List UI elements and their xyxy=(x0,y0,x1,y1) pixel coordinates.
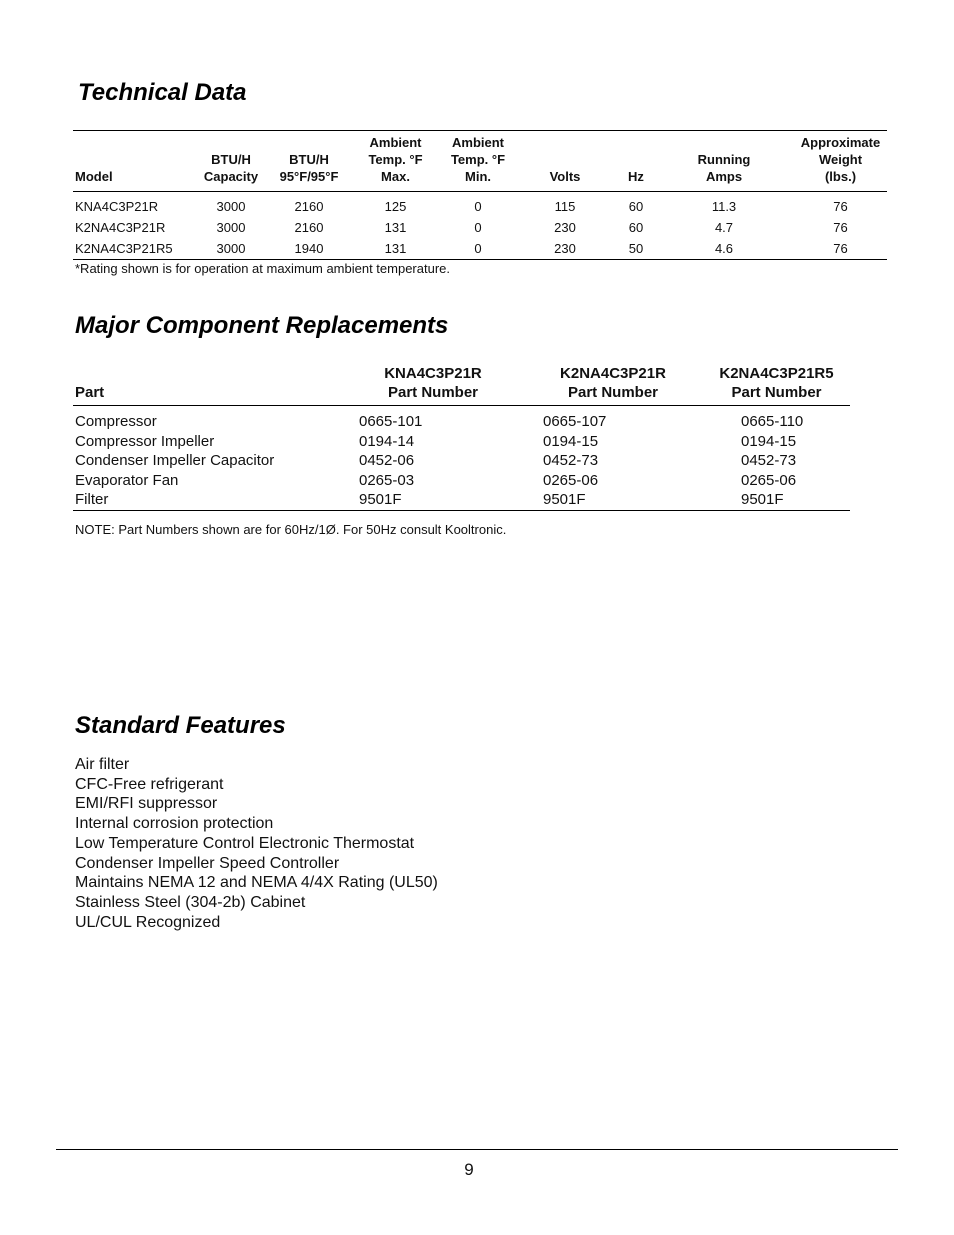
table-cell: 0265-06 xyxy=(543,471,599,489)
table-row xyxy=(73,471,850,491)
table-cell: 0 xyxy=(474,220,482,235)
list-item: EMI/RFI suppressor xyxy=(75,795,218,813)
list-item: Internal corrosion protection xyxy=(75,815,274,833)
column-header-kna4c3p21r: KNA4C3P21R Part Number xyxy=(384,365,482,401)
technical-data-header-row xyxy=(73,131,887,192)
table-cell: 2160 xyxy=(294,220,324,235)
list-item: Condenser Impeller Speed Controller xyxy=(75,854,340,872)
table-cell: 9501F xyxy=(523,490,703,510)
table-cell: 50 xyxy=(618,238,654,260)
standard-features-heading: Standard Features xyxy=(75,712,286,739)
table-cell: 4.7 xyxy=(714,220,734,235)
table-cell: 0452-73 xyxy=(741,452,797,470)
table-cell: 115 xyxy=(554,199,576,214)
column-header-weight: Approximate Weight (lbs.) xyxy=(800,135,881,184)
table-cell: 131 xyxy=(384,220,407,235)
list-item: Low Temperature Control Electronic Thermostat xyxy=(75,834,415,852)
technical-data-footnote: *Rating shown is for operation at maximum ambient temperature. xyxy=(75,261,451,276)
table-cell: 60 xyxy=(628,199,644,214)
footer-divider xyxy=(56,1149,898,1150)
table-cell: Filter xyxy=(73,490,343,510)
table-row xyxy=(73,217,887,238)
major-components-table xyxy=(73,364,850,511)
table-cell: 76 xyxy=(833,220,848,235)
table-cell: 11.3 xyxy=(711,199,737,214)
column-header-model: Model xyxy=(75,169,113,184)
page-number: 9 xyxy=(464,1160,474,1179)
column-header-volts: Volts xyxy=(549,169,581,184)
table-cell: 60 xyxy=(628,220,644,235)
table-cell: 125 xyxy=(384,199,407,214)
table-cell: 4.6 xyxy=(654,238,794,260)
column-header-capacity: BTU/H Capacity xyxy=(203,152,259,184)
list-item: Maintains NEMA 12 and NEMA 4/4X Rating (UL50) xyxy=(75,874,438,892)
table-cell: 76 xyxy=(794,238,887,260)
table-cell: 3000 xyxy=(216,220,246,235)
table-cell: 230 xyxy=(554,220,576,235)
table-cell: 0 xyxy=(444,238,512,260)
column-header-hz: Hz xyxy=(628,169,644,184)
column-header-running-amps: Running Amps xyxy=(697,152,751,184)
major-components-header-row xyxy=(73,364,850,406)
column-header-ambient-max: Ambient Temp. °F Max. xyxy=(368,135,423,184)
table-cell: 0452-06 xyxy=(359,452,415,470)
table-row xyxy=(73,432,850,452)
table-cell: K2NA4C3P21R xyxy=(75,220,166,235)
table-cell: 0194-14 xyxy=(359,432,415,450)
list-item: UL/CUL Recognized xyxy=(75,913,221,931)
table-cell: 0 xyxy=(474,199,482,214)
table-cell: 1940 xyxy=(271,238,347,260)
column-header-btu-95: BTU/H 95°F/95°F xyxy=(279,152,339,184)
table-cell: Evaporator Fan xyxy=(75,471,179,489)
table-cell: 230 xyxy=(512,238,618,260)
table-cell: 0265-03 xyxy=(359,471,415,489)
table-cell: 0665-101 xyxy=(359,413,423,430)
table-cell: 0665-107 xyxy=(543,413,607,430)
column-header-k2na4c3p21r: K2NA4C3P21R Part Number xyxy=(560,365,666,401)
table-cell: 131 xyxy=(347,238,444,260)
table-cell: Compressor xyxy=(75,413,157,430)
table-cell: Condenser Impeller Capacitor xyxy=(75,452,275,470)
standard-features-list xyxy=(75,755,438,932)
table-cell: 0194-15 xyxy=(741,432,797,450)
table-cell: 76 xyxy=(833,199,848,214)
list-item: CFC-Free refrigerant xyxy=(75,775,224,793)
major-components-note: NOTE: Part Numbers shown are for 60Hz/1Ø. For 50Hz consult Kooltronic. xyxy=(75,522,507,537)
table-cell: 0265-06 xyxy=(741,471,797,489)
table-cell: 3000 xyxy=(216,199,246,214)
list-item: Stainless Steel (304-2b) Cabinet xyxy=(75,893,306,911)
technical-data-heading: Technical Data xyxy=(78,79,247,106)
table-row xyxy=(73,192,887,218)
table-cell: 9501F xyxy=(703,490,850,510)
list-item: Air filter xyxy=(75,756,130,773)
table-cell: 0452-73 xyxy=(543,452,599,470)
column-header-k2na4c3p21r5: K2NA4C3P21R5 Part Number xyxy=(719,365,834,401)
table-cell: 2160 xyxy=(294,199,324,214)
table-cell: KNA4C3P21R xyxy=(75,199,159,214)
column-header-part: Part xyxy=(75,384,105,401)
table-cell: 3000 xyxy=(191,238,271,260)
table-row xyxy=(73,490,850,510)
table-cell: K2NA4C3P21R5 xyxy=(73,238,191,260)
technical-data-table xyxy=(73,130,887,260)
table-cell: 9501F xyxy=(343,490,523,510)
major-components-heading: Major Component Replacements xyxy=(75,312,449,339)
table-cell: 0194-15 xyxy=(543,432,599,450)
table-row xyxy=(73,451,850,471)
table-row xyxy=(73,406,850,432)
table-cell: 0665-110 xyxy=(741,413,804,430)
table-row xyxy=(73,238,887,260)
column-header-ambient-min: Ambient Temp. °F Min. xyxy=(450,135,506,184)
table-cell: Compressor Impeller xyxy=(75,432,215,450)
